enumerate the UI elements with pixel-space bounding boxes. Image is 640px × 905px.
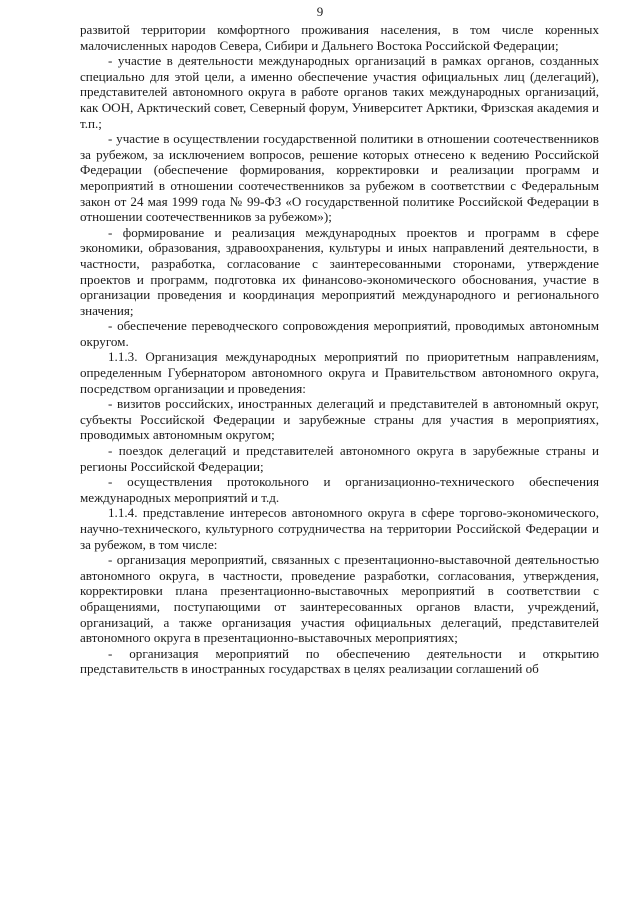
paragraph-international-projects: - формирование и реализация международных проектов и программ в сфере экономики, образования, здравоохранения, культуры и иных направлений деятельности, в частности, разработка, согласование с заинтересованными сторонами, утверждение проектов и программ, подготовка их финансово-экономического обоснования, участие в организации проведения и координация мероприятий международного и регионального значения; xyxy=(80,224,599,318)
paragraph-section-1-1-3: 1.1.3. Организация международных мероприятий по приоритетным направлениям, определенным Губернатором автономного округа и Правительством автономного округа, посредством организации и проведения: xyxy=(80,349,599,396)
paragraph-delegation-visits: - визитов российских, иностранных делегаций и представителей в автономный округ, субъекты Российской Федерации и зарубежные страны для участия в мероприятиях, проводимых автономным округом; xyxy=(80,396,599,443)
body-text xyxy=(80,22,599,677)
page-number: 9 xyxy=(316,4,324,19)
paragraph-compatriots-policy: - участие в осуществлении государственной политики в отношении соотечественников за рубежом, за исключением вопросов, решение которых отнесено к ведению Российской Федерации (обеспечение формирования, корректировки и реализации программ и мероприятий в отношении соотечественников за рубежом в соответствии с Федеральным закон от 24 мая 1999 года № 99-ФЗ «О государственной политике Российской Федерации в отношении соотечественников за рубежом»); xyxy=(80,131,599,225)
paragraph-section-1-1-4: 1.1.4. представление интересов автономного округа в сфере торгово-экономического, научно-технического, культурного сотрудничества на территории Российской Федерации и за рубежом, в том числе: xyxy=(80,505,599,552)
paragraph-protocol-support: - осуществления протокольного и организационно-технического обеспечения международных мероприятий и т.д. xyxy=(80,474,599,505)
paragraph-exhibition-events: - организация мероприятий, связанных с презентационно-выставочной деятельностью автономного округа, в частности, проведение разработки, согласования, утверждения, корректировки плана презентационно-выставочных мероприятий в соответствии с обращениями, поступающими от заинтересованных органов власти, учреждений, организаций, а также организация участия официальных делегаций, представителей автономного округа в презентационно-выставочных мероприятиях; xyxy=(80,552,599,646)
paragraph-delegation-trips: - поездок делегаций и представителей автономного округа в зарубежные страны и регионы Российской Федерации; xyxy=(80,443,599,474)
paragraph-translation-support: - обеспечение переводческого сопровождения мероприятий, проводимых автономным округом. xyxy=(80,318,599,349)
paragraph-continuation: развитой территории комфортного проживания населения, в том числе коренных малочисленных народов Севера, Сибири и Дальнего Востока Российской Федерации; xyxy=(80,22,599,53)
paragraph-representative-offices: - организация мероприятий по обеспечению деятельности и открытию представительств в иностранных государствах в целях реализации соглашений об xyxy=(80,645,599,677)
paragraph-international-organizations: - участие в деятельности международных организаций в рамках органов, созданных специально для этой цели, а именно обеспечение участия официальных лиц (делегаций), представителей автономного округа в работе органов таких международных организаций, как ООН, Арктический совет, Северный форум, Университет Арктики, Фризская академия и т.п.; xyxy=(80,53,599,131)
